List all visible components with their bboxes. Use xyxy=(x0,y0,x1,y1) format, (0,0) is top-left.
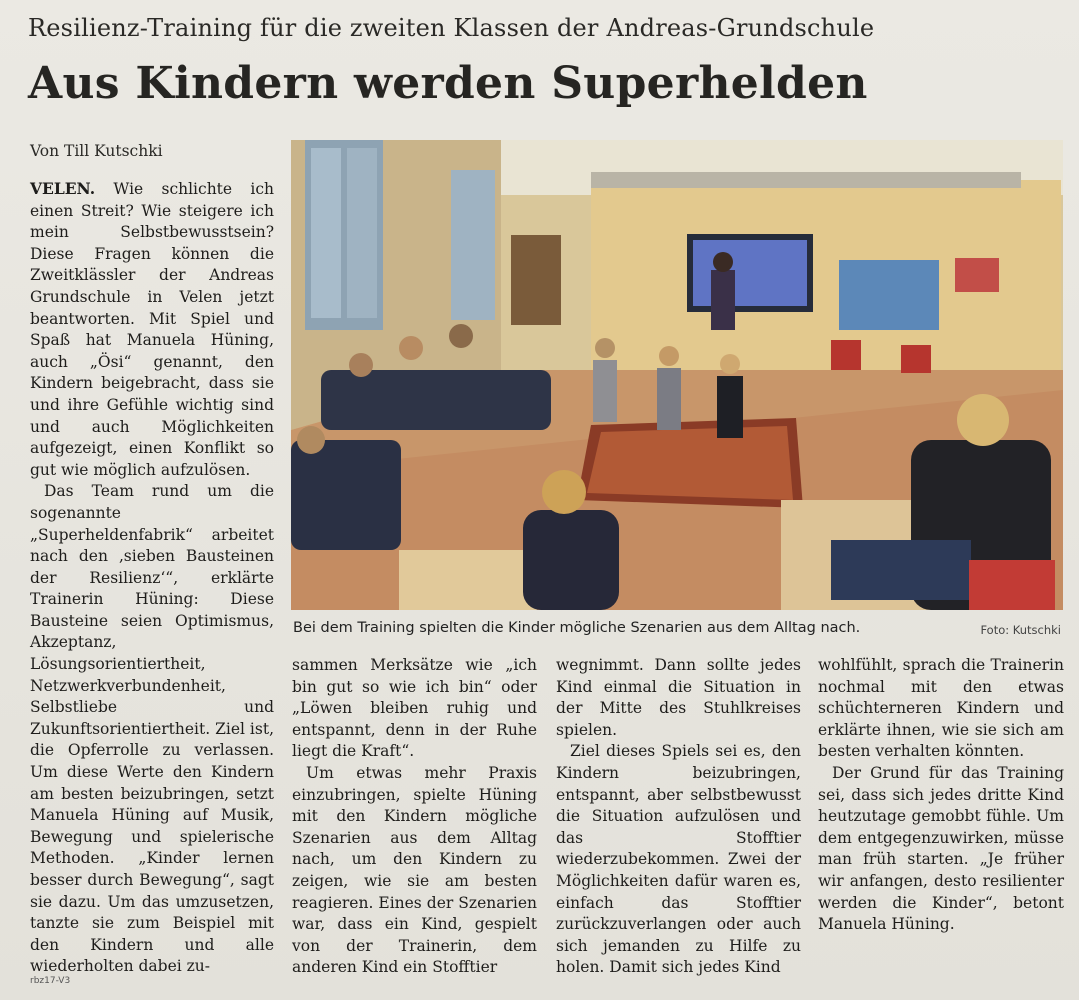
page-code: rbz17-V3 xyxy=(30,976,71,986)
paragraph: wohlfühlt, sprach die Trainerin nochmal mit den etwas schüchterneren Kindern und erklärte ihnen, wie sie sich am besten verhalten könnten. xyxy=(818,656,1064,761)
paragraph: wegnimmt. Dann sollte jedes Kind einmal die Situation in der Mitte des Stuhlkreises spielen. xyxy=(556,656,801,739)
article-column-2 xyxy=(292,655,537,979)
paragraph xyxy=(30,178,274,481)
article-column-3 xyxy=(556,655,801,979)
article-column-4 xyxy=(818,655,1064,936)
article-column-1 xyxy=(30,178,274,978)
paragraph: sammen Merksätze wie „ich bin gut so wie ich bin“ oder „Löwen bleiben ruhig und entspannt, denn in der Ruhe liegt die Kraft“. xyxy=(292,656,537,761)
article-headline: Aus Kindern werden Superhelden xyxy=(28,58,868,109)
paragraph: Der Grund für das Training sei, dass sich jedes dritte Kind heutzutage gemobbt fühle. Um dem entgegenzuwirken, müsse man früh starten. „Je früher wir anfangen, desto resilienter werden die Kinder“, betont Manuela Hüning. xyxy=(818,763,1064,934)
paragraph: Ziel dieses Spiels sei es, den Kindern beizubringen, entspannt, aber selbstbewusst die Situation aufzulösen und das Stofftier wiederzubekommen. Zwei der Möglichkeiten dafür waren es, einfach das Stofftier zurückzuverlangen oder auch sich jemanden zu Hilfe zu holen. Damit sich jedes Kind xyxy=(556,742,801,977)
classroom-photo-illustration xyxy=(291,140,1063,610)
article-subheadline: Resilienz-Training für die zweiten Klassen der Andreas-Grundschule xyxy=(28,14,875,42)
paragraph: Das Team rund um die sogenannte „Superheldenfabrik“ arbeitet nach den ‚sieben Bausteinen der Resilienz‘“, erklärte Trainerin Hüning: Diese Bausteine seien Optimismus, Akzeptanz, Lösungsorientiertheit, Netzwerkverbundenheit, Selbstliebe und Zukunftsorientiertheit. Ziel ist, die Opferrolle zu verlassen. Um diese Werte den Kindern am besten beizubringen, setzt Manuela Hüning auf Musik, Bewegung und spielerische Methoden. „Kinder lernen besser durch Bewegung“, sagt sie dazu. Um das umzusetzen, tanzte sie zum Beispiel mit den Kindern und alle wiederholten dabei zu- xyxy=(30,482,274,976)
paragraph: Um etwas mehr Praxis einzubringen, spielte Hüning mit den Kindern mögliche Szenarien aus dem Alltag nach, um den Kindern zu zeigen, wie sie am besten reagieren. Eines der Szenarien war, dass ein Kind, gespielt von der Trainerin, dem anderen Kind ein Stofftier xyxy=(292,763,537,977)
classroom-photo xyxy=(291,140,1063,610)
paragraph-text: Wie schlichte ich einen Streit? Wie steigere ich mein Selbstbewusstsein? Diese Fragen können die Zweitklässler der Andreas Grundschule in Velen jetzt beantworten. Mit Spiel und Spaß hat Manuela Hüning, auch „Ösi“ genannt, den Kindern beigebracht, dass sie und ihre Gefühle wichtig sind und auch Möglichkeiten aufgezeigt, einen Konflikt so gut wie möglich aufzulösen. xyxy=(30,180,274,479)
photo-credit: Foto: Kutschki xyxy=(980,623,1061,637)
dateline: VELEN. xyxy=(30,179,96,198)
article-byline: Von Till Kutschki xyxy=(30,142,163,160)
photo-caption: Bei dem Training spielten die Kinder mögliche Szenarien aus dem Alltag nach. xyxy=(293,620,861,636)
